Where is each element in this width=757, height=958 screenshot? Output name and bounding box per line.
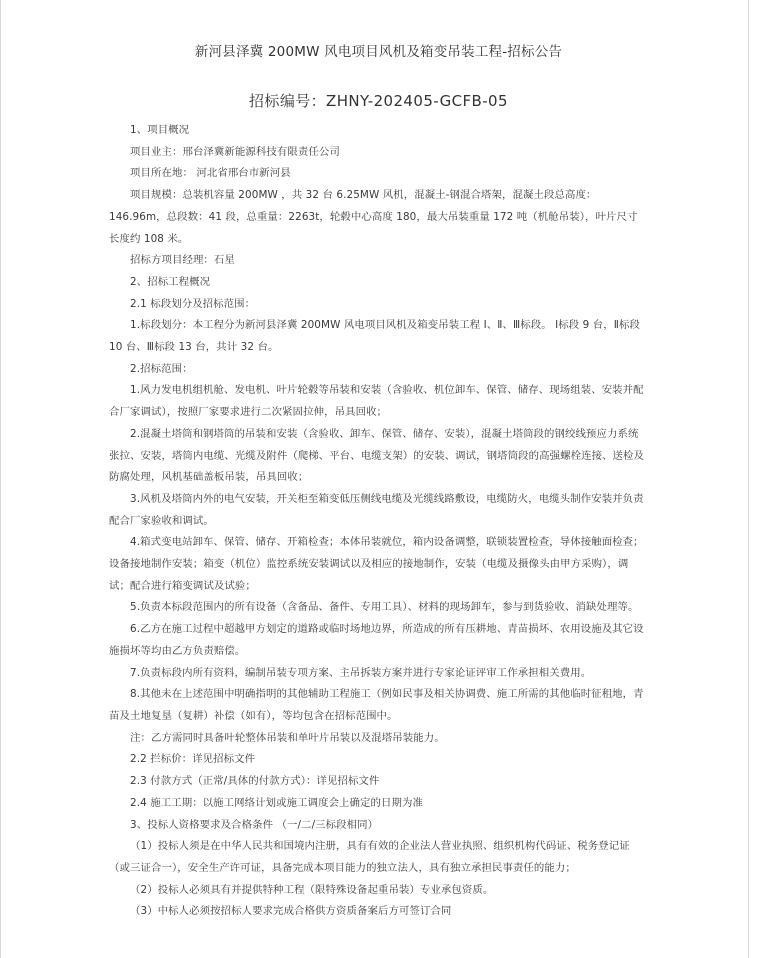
section-heading: 2、招标工程概况 [130, 275, 211, 288]
paragraph: 2.4 施工工期：以施工网络计划或施工调度会上确定的日期为准 [130, 796, 423, 809]
tender-number: 招标编号：ZHNY-202405-GCFB-05 [249, 92, 508, 110]
paragraph: 项目所在地： 河北省邢台市新河县 [130, 167, 291, 180]
paragraph: 招标方项目经理：石星 [130, 254, 235, 267]
paragraph: 6.乙方在施工过程中超越甲方划定的道路或临时场地边界，所造成的所有压耕地、青苗损坏、农用设施及其它设施损坏等均由乙方负责赔偿。 [109, 623, 644, 657]
paragraph: 2.2 拦标价：详见招标文件 [130, 753, 256, 766]
paragraph: 8.其他未在上述范围中明确指明的其他辅助工程施工（例如民事及相关协调费、施工所需的其他临时征租地，青苗及土地复垦（复耕）补偿（如有），等均包含在招标范围中。 [109, 688, 644, 722]
paragraph: 项目规模：总装机容量 200MW ，共 32 台 6.25MW 风机，混凝土-钢混合塔架，混凝土段总高度：146.96m，总段数：41 段，总重量：2263t，轮毂中心高度 180，最大吊装重量 172 吨（机舱吊装），叶片尺寸长度约 108 米。 [109, 189, 638, 245]
document-body [109, 120, 646, 923]
section-heading: 1、项目概况 [130, 124, 190, 136]
paragraph: （1）投标人须是在中华人民共和国境内注册，具有有效的企业法人营业执照、组织机构代码证、税务登记证（或三证合一），安全生产许可证，具备完成本项目能力的独立法人，具有独立承担民事责任的能力； [109, 840, 630, 874]
document-title: 新河县泽冀 200MW 风电项目风机及箱变吊装工程-招标公告 [194, 44, 563, 60]
paragraph: 2.混凝土塔筒和钢塔筒的吊装和安装（含验收、卸车、保管、储存、安装），混凝土塔筒段的钢绞线预应力系统张拉、安装，塔筒内电缆、光缆及附件（爬梯、平台、电缆支架）的安装、调试，钢塔筒段的高强螺栓连接、送检及防腐处理，风机基础盖板吊装，吊具回收； [109, 427, 645, 484]
paragraph: 注：乙方需同时具备叶轮整体吊装和单叶片吊装以及混塔吊装能力。 [130, 731, 445, 744]
page-left-edge [0, 0, 1, 958]
paragraph: 4.箱式变电站卸车、保管、储存、开箱检查；本体吊装就位，箱内设备调整，联锁装置检查，导体接触面检查；设备接地制作安装；箱变（机位）监控系统安装调试以及相应的接地制作，安装（电缆及摄像头由甲方采购），调试；配合进行箱变调试及试验； [109, 536, 644, 592]
paragraph: （2）投标人必须具有并提供特种工程（限特殊设备起重吊装）专业承包资质。 [130, 883, 494, 896]
paragraph: 5.负责本标段范围内的所有设备（含备品、备件、专用工具）、材料的现场卸车，参与到货验收、消缺处理等。 [130, 601, 639, 614]
paragraph: 项目业主：邢台泽冀新能源科技有限责任公司 [130, 145, 340, 158]
paragraph: 1.风力发电机组机舱、发电机、叶片轮毂等吊装和安装（含验收、机位卸车、保管、储存、现场组装、安装并配合厂家调试），按照厂家要求进行二次紧固拉伸，吊具回收； [109, 384, 644, 419]
paragraph: 2.1 标段划分及招标范围： [130, 297, 256, 310]
paragraph: （3）中标人必须按招标人要求完成合格供方资质备案后方可签订合同 [130, 905, 452, 918]
section-heading: 3、投标人资格要求及合格条件 （一/二/三标段相同） [130, 818, 379, 831]
paragraph: 2.招标范围： [130, 362, 193, 375]
page-right-edge [748, 0, 749, 958]
paragraph: 3.风机及塔筒内外的电气安装，开关柜至箱变低压侧线电缆及光缆线路敷设，电缆防火，电缆头制作安装并负责配合厂家验收和调试。 [109, 492, 644, 527]
paragraph: 1.标段划分：本工程分为新河县泽冀 200MW 风电项目风机及箱变吊装工程 Ⅰ、Ⅱ、Ⅲ标段。 Ⅰ标段 9 台，Ⅱ标段 10 台、Ⅲ标段 13 台，共计 32 台。 [109, 319, 640, 354]
paragraph: 2.3 付款方式（正常/具体的付款方式）：详见招标文件 [130, 775, 380, 788]
paragraph: 7.负责标段内所有资料，编制吊装专项方案、主吊拆装方案并进行专家论证评审工作承担相关费用。 [130, 666, 592, 679]
